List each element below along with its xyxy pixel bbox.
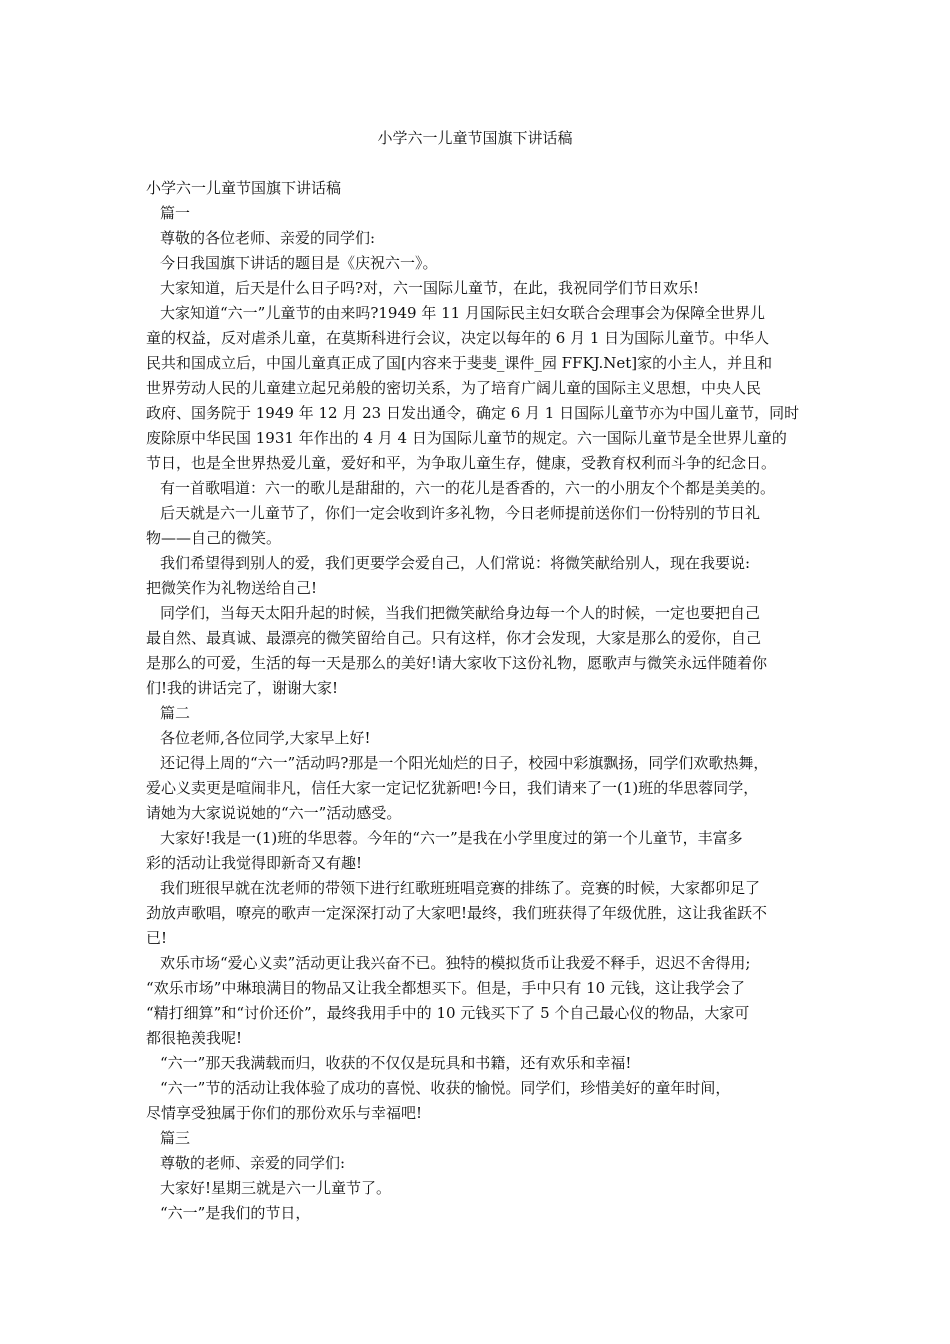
text-line: 把微笑作为礼物送给自己! xyxy=(146,579,318,597)
text-line: 最自然、最真诚、最漂亮的微笑留给自己。只有这样，你才会发现，大家是那么的爱你，自己 xyxy=(146,629,762,647)
text-line: 大家好!星期三就是六一儿童节了。 xyxy=(160,1179,392,1197)
text-line: 还记得上周的“六一”活动吗?那是一个阳光灿烂的日子，校园中彩旗飘扬，同学们欢歌热舞， xyxy=(160,754,769,772)
text-line: 尽情享受独属于你们的那份欢乐与幸福吧! xyxy=(146,1104,423,1122)
document-body xyxy=(146,176,818,1226)
text-line: 民共和国成立后，中国儿童真正成了国[内容来于斐斐_课件_园 FFKJ.Net]家的小主人，并且和 xyxy=(146,354,773,372)
text-line: 我们班很早就在沈老师的带领下进行红歌班班唱竞赛的排练了。竞赛的时候，大家都卯足了 xyxy=(160,879,761,897)
text-line: “欢乐市场”中琳琅满目的物品又让我全都想买下。但是，手中只有 10 元钱，这让我学会了 xyxy=(146,979,745,997)
text-line: 节日，也是全世界热爱儿童，爱好和平，为争取儿童生存，健康，受教育权利而斗争的纪念日。 xyxy=(146,454,777,472)
text-line: 篇二 xyxy=(160,704,191,722)
text-line: 大家好!我是一(1)班的华思蓉。今年的“六一”是我在小学里度过的第一个儿童节，丰富多 xyxy=(160,829,743,847)
text-line: 尊敬的老师、亲爱的同学们: xyxy=(160,1154,346,1172)
text-line: “六一”那天我满载而归，收获的不仅仅是玩具和书籍，还有欢乐和幸福! xyxy=(160,1054,632,1072)
text-line: 童的权益，反对虐杀儿童，在莫斯科进行会议，决定以每年的 6 月 1 日为国际儿童节。中华人 xyxy=(146,329,770,347)
text-line: 大家知道“六一”儿童节的由来吗?1949 年 11 月国际民主妇女联合会理事会为保障全世界儿 xyxy=(160,304,765,322)
document-title: 小学六一儿童节国旗下讲话稿 xyxy=(377,129,573,147)
text-line: 们!我的讲话完了，谢谢大家! xyxy=(146,679,339,697)
text-line: 政府、国务院于 1949 年 12 月 23 日发出通令，确定 6 月 1 日国际儿童节亦为中国儿童节，同时 xyxy=(146,404,800,422)
text-line: 都很艳羡我呢! xyxy=(146,1029,243,1047)
text-line: 爱心义卖更是喧闹非凡，信任大家一定记忆犹新吧!今日，我们请来了一(1)班的华思蓉同学， xyxy=(146,779,759,797)
text-line: 世界劳动人民的儿童建立起兄弟般的密切关系，为了培育广阔儿童的国际主义思想，中央人民 xyxy=(146,379,762,397)
text-line: 劲放声歌唱，嘹亮的歌声一定深深打动了大家吧!最终，我们班获得了年级优胜，这让我雀跃不 xyxy=(146,904,768,922)
text-line: 已! xyxy=(146,929,168,947)
text-line: “六一”节的活动让我体验了成功的喜悦、收获的愉悦。同学们，珍惜美好的童年时间， xyxy=(160,1079,731,1097)
text-line: 大家知道，后天是什么日子吗?对，六一国际儿童节，在此，我祝同学们节日欢乐! xyxy=(160,279,700,297)
text-line: 小学六一儿童节国旗下讲话稿 xyxy=(146,179,342,197)
text-line: 废除原中华民国 1931 年作出的 4 月 4 日为国际儿童节的规定。六一国际儿童节是全世界儿童的 xyxy=(146,429,787,447)
text-line: 请她为大家说说她的“六一”活动感受。 xyxy=(146,804,402,822)
text-line: 物——自己的微笑。 xyxy=(146,529,282,547)
text-line: 各位老师,各位同学,大家早上好! xyxy=(160,729,371,747)
text-line: 篇三 xyxy=(160,1129,191,1147)
text-line: 篇一 xyxy=(160,204,191,222)
text-line: “精打细算”和“讨价还价”，最终我用手中的 10 元钱买下了 5 个自己最心仪的物品，大家可 xyxy=(146,1004,750,1022)
text-line: 同学们，当每天太阳升起的时候，当我们把微笑献给身边每一个人的时候，一定也要把自己 xyxy=(160,604,761,622)
text-line: 今日我国旗下讲话的题目是《庆祝六一》。 xyxy=(160,254,438,272)
text-line: 后天就是六一儿童节了，你们一定会收到许多礼物，今日老师提前送你们一份特别的节日礼 xyxy=(160,504,761,522)
text-line: 是那么的可爱，生活的每一天是那么的美好!请大家收下这份礼物，愿歌声与微笑永远伴随着你 xyxy=(146,654,768,672)
text-line: 有一首歌唱道：六一的歌儿是甜甜的，六一的花儿是香香的，六一的小朋友个个都是美美的。 xyxy=(160,479,776,497)
text-line: 欢乐市场“爱心义卖”活动更让我兴奋不已。独特的模拟货币让我爱不释手，迟迟不舍得用; xyxy=(160,954,751,972)
text-line: 彩的活动让我觉得即新奇又有趣! xyxy=(146,854,363,872)
text-line: 我们希望得到别人的爱，我们更要学会爱自己，人们常说：将微笑献给别人，现在我要说: xyxy=(160,554,751,572)
text-line: “六一”是我们的节日， xyxy=(160,1204,311,1222)
text-line: 尊敬的各位老师、亲爱的同学们: xyxy=(160,229,376,247)
